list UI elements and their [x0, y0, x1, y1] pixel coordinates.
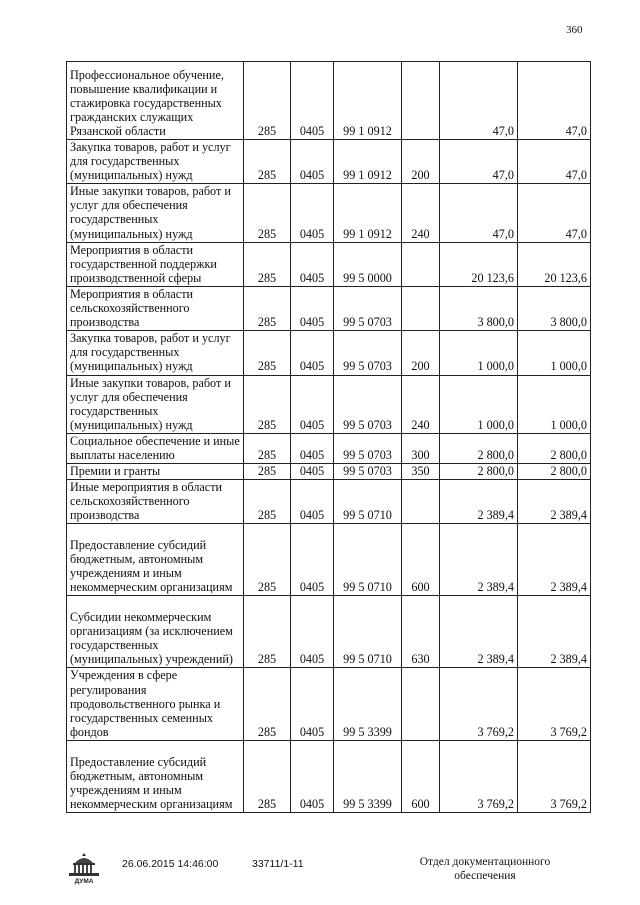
row-section-code: 0405 [291, 242, 334, 286]
row-target-article: 99 5 0710 [334, 596, 402, 668]
row-section-code: 0405 [291, 140, 334, 184]
row-amount-2: 3 800,0 [518, 286, 591, 330]
row-expense-type: 600 [402, 740, 440, 812]
row-gr-code: 285 [244, 480, 291, 524]
row-name: Закупка товаров, работ и услуг для государственных (муниципальных) нужд [67, 331, 244, 375]
row-amount-2: 47,0 [518, 62, 591, 140]
page-number: 360 [566, 24, 583, 36]
page-footer [0, 851, 640, 901]
row-gr-code: 285 [244, 184, 291, 242]
row-amount-1: 2 389,4 [440, 480, 518, 524]
row-name: Иные мероприятия в области сельскохозяйственного производства [67, 480, 244, 524]
row-expense-type [402, 62, 440, 140]
row-expense-type: 630 [402, 596, 440, 668]
row-section-code: 0405 [291, 668, 334, 740]
row-gr-code: 285 [244, 140, 291, 184]
row-target-article: 99 5 3399 [334, 668, 402, 740]
row-gr-code: 285 [244, 331, 291, 375]
row-section-code: 0405 [291, 286, 334, 330]
row-target-article: 99 1 0912 [334, 184, 402, 242]
row-amount-2: 2 800,0 [518, 464, 591, 480]
row-section-code: 0405 [291, 433, 334, 463]
row-amount-1: 3 769,2 [440, 740, 518, 812]
row-name: Профессиональное обучение, повышение квалификации и стажировка государственных гражданских служащих Рязанской области [67, 62, 244, 140]
row-name: Премии и гранты [67, 464, 244, 480]
table-row [67, 480, 591, 524]
row-amount-1: 3 800,0 [440, 286, 518, 330]
row-expense-type: 600 [402, 524, 440, 596]
row-expense-type [402, 242, 440, 286]
row-gr-code: 285 [244, 668, 291, 740]
row-section-code: 0405 [291, 184, 334, 242]
row-section-code: 0405 [291, 740, 334, 812]
row-name: Социальное обеспечение и иные выплаты населению [67, 433, 244, 463]
row-amount-1: 1 000,0 [440, 331, 518, 375]
row-expense-type: 240 [402, 375, 440, 433]
table-row [67, 668, 591, 740]
row-expense-type: 240 [402, 184, 440, 242]
row-amount-1: 2 800,0 [440, 433, 518, 463]
row-gr-code: 285 [244, 740, 291, 812]
table-row [67, 596, 591, 668]
row-expense-type [402, 480, 440, 524]
row-expense-type: 350 [402, 464, 440, 480]
row-amount-2: 47,0 [518, 184, 591, 242]
budget-table [66, 61, 591, 813]
row-target-article: 99 1 0912 [334, 140, 402, 184]
row-amount-1: 20 123,6 [440, 242, 518, 286]
row-target-article: 99 5 3399 [334, 740, 402, 812]
row-section-code: 0405 [291, 524, 334, 596]
row-amount-1: 47,0 [440, 140, 518, 184]
table-row [67, 331, 591, 375]
row-gr-code: 285 [244, 596, 291, 668]
footer-doc-number: 33711/1-11 [252, 858, 304, 870]
row-amount-1: 1 000,0 [440, 375, 518, 433]
row-amount-2: 1 000,0 [518, 375, 591, 433]
row-amount-1: 3 769,2 [440, 668, 518, 740]
row-target-article: 99 5 0703 [334, 433, 402, 463]
row-target-article: 99 5 0000 [334, 242, 402, 286]
footer-department: Отдел документационного обеспечения [419, 856, 551, 882]
row-gr-code: 285 [244, 464, 291, 480]
table-row [67, 740, 591, 812]
row-amount-1: 47,0 [440, 184, 518, 242]
table-row [67, 184, 591, 242]
row-amount-2: 47,0 [518, 140, 591, 184]
row-target-article: 99 1 0912 [334, 62, 402, 140]
table-row [67, 140, 591, 184]
row-section-code: 0405 [291, 480, 334, 524]
row-target-article: 99 5 0703 [334, 375, 402, 433]
row-expense-type [402, 668, 440, 740]
row-amount-2: 2 389,4 [518, 524, 591, 596]
row-section-code: 0405 [291, 375, 334, 433]
row-gr-code: 285 [244, 433, 291, 463]
row-name: Предоставление субсидий бюджетным, автономным учреждениям и иным некоммерческим организациям [67, 524, 244, 596]
duma-building-icon [66, 851, 102, 885]
row-amount-2: 3 769,2 [518, 740, 591, 812]
table-row [67, 242, 591, 286]
row-name: Субсидии некоммерческим организациям (за исключением государственных (муниципальных) учреждений) [67, 596, 244, 668]
table-row [67, 62, 591, 140]
row-gr-code: 285 [244, 524, 291, 596]
logo-text: ДУМА [74, 878, 94, 885]
footer-timestamp: 26.06.2015 14:46:00 [122, 858, 219, 870]
row-section-code: 0405 [291, 464, 334, 480]
row-gr-code: 285 [244, 375, 291, 433]
row-name: Мероприятия в области сельскохозяйственного производства [67, 286, 244, 330]
row-amount-2: 2 800,0 [518, 433, 591, 463]
row-amount-1: 2 389,4 [440, 596, 518, 668]
row-amount-1: 2 389,4 [440, 524, 518, 596]
table-row [67, 433, 591, 463]
row-target-article: 99 5 0703 [334, 331, 402, 375]
table-row [67, 286, 591, 330]
row-target-article: 99 5 0710 [334, 524, 402, 596]
row-amount-2: 20 123,6 [518, 242, 591, 286]
table-row [67, 375, 591, 433]
row-amount-2: 2 389,4 [518, 596, 591, 668]
row-name: Иные закупки товаров, работ и услуг для обеспечения государственных (муниципальных) нужд [67, 375, 244, 433]
row-expense-type: 200 [402, 331, 440, 375]
row-expense-type [402, 286, 440, 330]
row-amount-2: 1 000,0 [518, 331, 591, 375]
row-gr-code: 285 [244, 286, 291, 330]
row-target-article: 99 5 0710 [334, 480, 402, 524]
row-amount-1: 47,0 [440, 62, 518, 140]
row-amount-2: 3 769,2 [518, 668, 591, 740]
row-name: Закупка товаров, работ и услуг для государственных (муниципальных) нужд [67, 140, 244, 184]
row-amount-2: 2 389,4 [518, 480, 591, 524]
row-section-code: 0405 [291, 596, 334, 668]
row-name: Мероприятия в области государственной поддержки производственной сферы [67, 242, 244, 286]
row-gr-code: 285 [244, 242, 291, 286]
row-expense-type: 200 [402, 140, 440, 184]
row-amount-1: 2 800,0 [440, 464, 518, 480]
row-section-code: 0405 [291, 331, 334, 375]
row-gr-code: 285 [244, 62, 291, 140]
table-row [67, 524, 591, 596]
row-target-article: 99 5 0703 [334, 464, 402, 480]
row-name: Предоставление субсидий бюджетным, автономным учреждениям и иным некоммерческим организациям [67, 740, 244, 812]
row-name: Учреждения в сфере регулирования продовольственного рынка и государственных семенных фондов [67, 668, 244, 740]
row-section-code: 0405 [291, 62, 334, 140]
table-row [67, 464, 591, 480]
row-target-article: 99 5 0703 [334, 286, 402, 330]
row-expense-type: 300 [402, 433, 440, 463]
row-name: Иные закупки товаров, работ и услуг для обеспечения государственных (муниципальных) нужд [67, 184, 244, 242]
